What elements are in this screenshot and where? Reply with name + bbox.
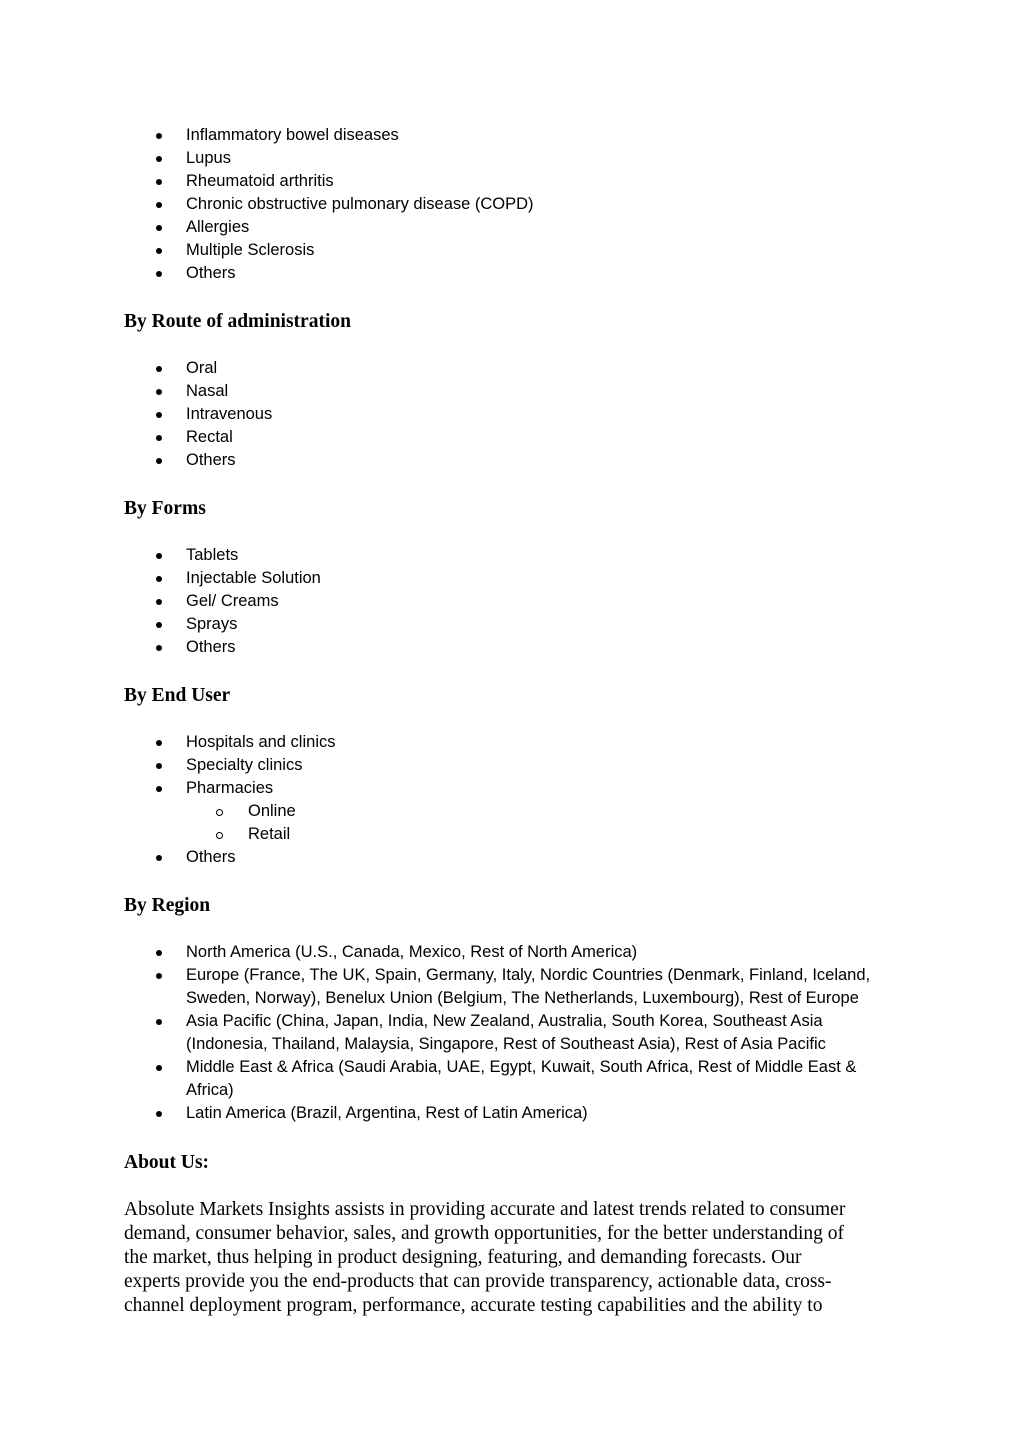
- list-item: Rheumatoid arthritis: [0, 170, 1023, 193]
- region-list: [0, 941, 1023, 1125]
- list-item: Tablets: [0, 544, 1023, 567]
- list-item: Nasal: [0, 380, 1023, 403]
- list-item: Allergies: [0, 216, 1023, 239]
- list-item: Rectal: [0, 426, 1023, 449]
- sub-list-item: Online: [0, 800, 1023, 823]
- about-paragraph: [124, 1198, 894, 1318]
- list-item: Others: [0, 449, 1023, 472]
- section-heading-region: By Region: [124, 895, 211, 916]
- paragraph-line: Absolute Markets Insights assists in providing accurate and latest trends related to consumer: [124, 1199, 846, 1220]
- list-item: Gel/ Creams: [0, 590, 1023, 613]
- list-item: [0, 941, 1023, 964]
- list-item: [0, 1056, 1023, 1102]
- route-list: [0, 357, 1023, 472]
- list-item-line: Europe (France, The UK, Spain, Germany, Italy, Nordic Countries (Denmark, Finland, Iceland,: [186, 966, 871, 984]
- list-item: Injectable Solution: [0, 567, 1023, 590]
- list-item-line: North America (U.S., Canada, Mexico, Rest of North America): [186, 943, 638, 961]
- list-item: Multiple Sclerosis: [0, 239, 1023, 262]
- paragraph-line: channel deployment program, performance, accurate testing capabilities and the ability to: [124, 1295, 823, 1316]
- forms-list: [0, 544, 1023, 659]
- list-item-line: Africa): [186, 1081, 234, 1099]
- list-item: Sprays: [0, 613, 1023, 636]
- list-item-line: Middle East & Africa (Saudi Arabia, UAE, Egypt, Kuwait, South Africa, Rest of Middle East &: [186, 1058, 857, 1076]
- section-heading-forms: By Forms: [124, 498, 206, 519]
- list-item: [0, 1010, 1023, 1056]
- list-item: Others: [0, 262, 1023, 285]
- list-item: Oral: [0, 357, 1023, 380]
- end-user-list: [0, 731, 1023, 869]
- list-item: Specialty clinics: [0, 754, 1023, 777]
- list-item: [0, 964, 1023, 1010]
- list-item: Intravenous: [0, 403, 1023, 426]
- list-item: Others: [0, 846, 1023, 869]
- section-heading-route: By Route of administration: [124, 311, 351, 332]
- list-item: Others: [0, 636, 1023, 659]
- section-heading-end-user: By End User: [124, 685, 231, 706]
- list-item-line: Sweden, Norway), Benelux Union (Belgium, The Netherlands, Luxembourg), Rest of Europe: [186, 989, 859, 1007]
- list-item-line: Latin America (Brazil, Argentina, Rest of Latin America): [186, 1104, 588, 1122]
- paragraph-line: the market, thus helping in product designing, featuring, and demanding forecasts. Our: [124, 1247, 802, 1268]
- list-item: Pharmacies: [0, 777, 1023, 800]
- list-item: Hospitals and clinics: [0, 731, 1023, 754]
- disease-list: [0, 124, 1023, 285]
- list-item: Inflammatory bowel diseases: [0, 124, 1023, 147]
- list-item-line: (Indonesia, Thailand, Malaysia, Singapore, Rest of Southeast Asia), Rest of Asia Pacific: [186, 1035, 826, 1053]
- list-item: [0, 1102, 1023, 1125]
- section-heading-about: About Us:: [124, 1152, 210, 1173]
- list-item-line: Asia Pacific (China, Japan, India, New Zealand, Australia, South Korea, Southeast Asia: [186, 1012, 823, 1030]
- sub-list-item: Retail: [0, 823, 1023, 846]
- list-item: Lupus: [0, 147, 1023, 170]
- paragraph-line: demand, consumer behavior, sales, and growth opportunities, for the better understanding of: [124, 1223, 844, 1244]
- list-item: Chronic obstructive pulmonary disease (COPD): [0, 193, 1023, 216]
- paragraph-line: experts provide you the end-products that can provide transparency, actionable data, cross-: [124, 1271, 832, 1292]
